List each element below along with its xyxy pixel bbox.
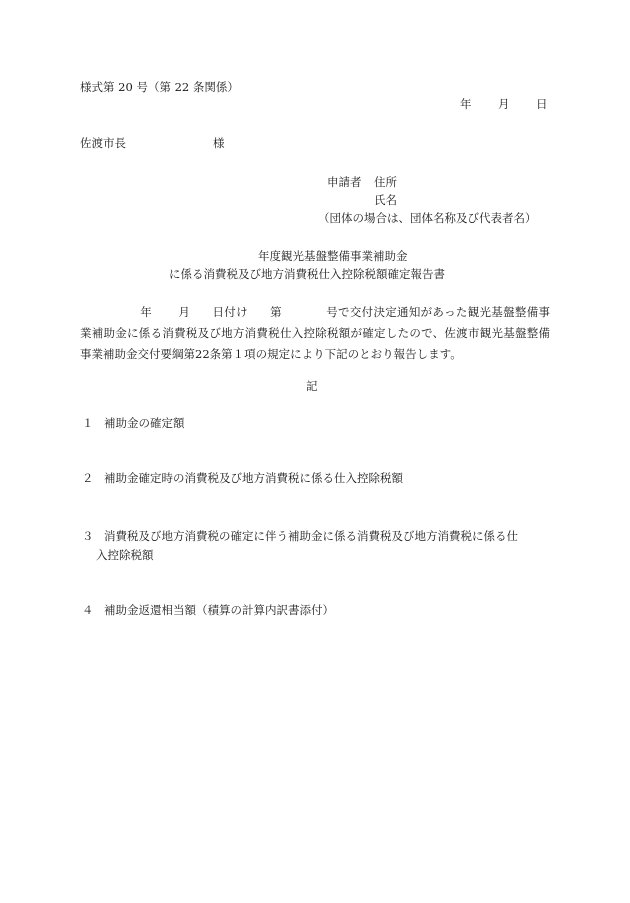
item-text: 補助金返還相当額（積算の計算内訳書添付） (104, 603, 334, 617)
applicant-name-label: 氏名 (374, 193, 397, 207)
ki-heading: 記 (306, 379, 318, 393)
item-number: ３ (82, 529, 94, 543)
item-number: １ (82, 416, 94, 430)
date-year: 年 (460, 97, 472, 111)
title-line-2: に係る消費税及び地方消費税仕入控除税額確定報告書 (169, 267, 445, 281)
item-number: ４ (82, 603, 94, 617)
form-label: 様式第 20 号（第 22 条関係） (80, 80, 239, 94)
body-day-dated: 日付け (212, 305, 248, 319)
applicant-label: 申請者 (327, 175, 362, 189)
body-year: 年 (140, 305, 153, 319)
date-month: 月 (498, 97, 510, 111)
body-dai: 第 (269, 305, 282, 319)
item-text: 補助金確定時の消費税及び地方消費税に係る仕入控除税額 (104, 471, 403, 485)
applicant-note: （団体の場合は、団体名称及び代表者名） (318, 211, 537, 225)
item-number: ２ (82, 471, 94, 485)
applicant-address-label: 住所 (374, 175, 397, 189)
item-text: 消費税及び地方消費税の確定に伴う補助金に係る消費税及び地方消費税に係る仕 (104, 529, 518, 543)
title-line-1: 年度観光基盤整備事業補助金 (258, 249, 408, 263)
addressee-honorific: 様 (213, 136, 225, 150)
body-month: 月 (178, 305, 191, 319)
date-day: 日 (536, 97, 548, 111)
body-paragraph (80, 302, 550, 365)
item-text-continued: 入控除税額 (96, 548, 154, 562)
body-rest: 号で交付決定通知があった観光基盤整備事業補助金に係る消費税及び地方消費税仕入控除税額が確定したので、佐渡市観光基盤整備事業補助金交付要綱第22条第１項の規定により下記のとおり報告します。 (80, 305, 550, 361)
item-text: 補助金の確定額 (104, 416, 185, 430)
addressee-name: 佐渡市長 (80, 136, 126, 150)
